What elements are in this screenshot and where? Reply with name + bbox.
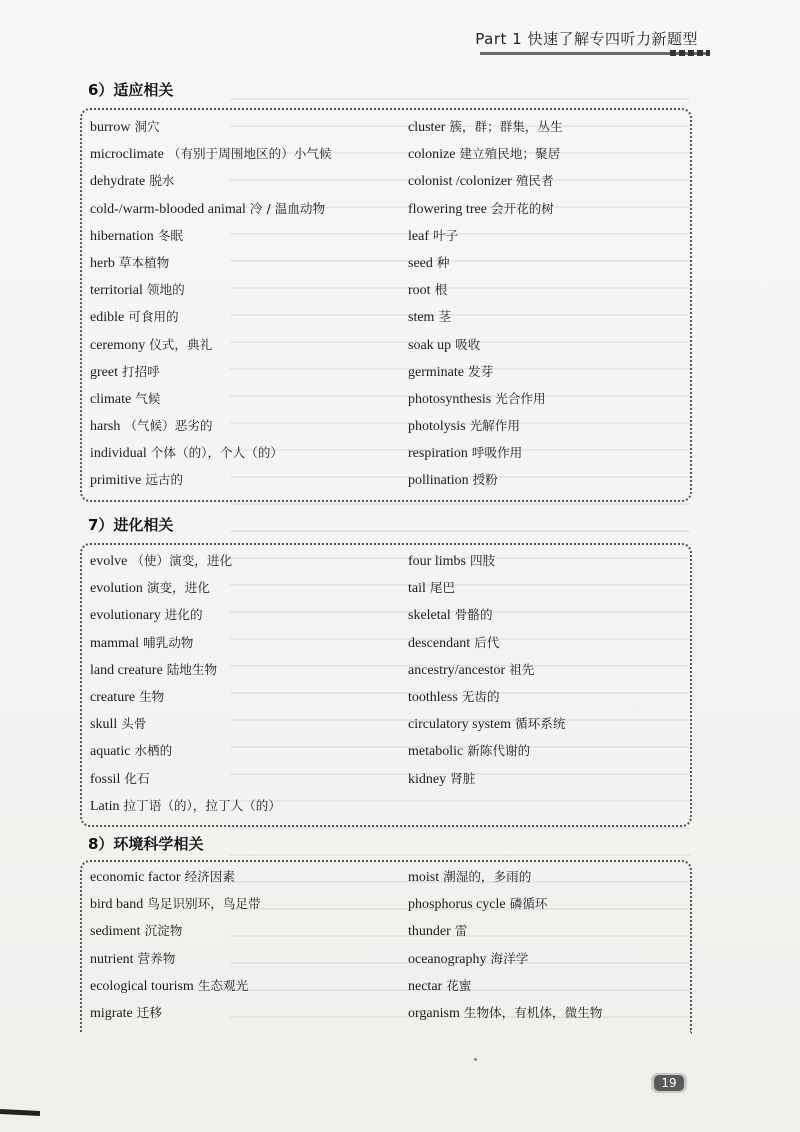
term-en: stem: [408, 310, 435, 326]
vocab-item: [90, 113, 395, 140]
term-en: germinate: [408, 364, 464, 380]
vocab-item: [408, 249, 688, 276]
term-en: herb: [90, 255, 115, 271]
term-en: skull: [90, 717, 118, 733]
vocab-item: [408, 167, 688, 194]
term-en: nectar: [408, 978, 443, 994]
term-zh: （有别于周围地区的）小气候: [167, 146, 332, 162]
term-zh: 拉丁语（的），拉丁人（的）: [123, 797, 281, 813]
term-zh: 呼吸作用: [471, 445, 523, 461]
term-en: respiration: [408, 446, 468, 462]
vocab-item: [90, 140, 395, 167]
term-zh: 叶子: [432, 227, 459, 243]
term-en: circulatory system: [408, 717, 512, 733]
term-zh: 草本植物: [118, 254, 170, 270]
vocab-item: [90, 574, 395, 601]
term-en: mammal: [90, 635, 139, 651]
term-zh: 化石: [124, 770, 150, 786]
term-zh: 冷 / 温血动物: [249, 200, 326, 216]
term-en: microclimate: [90, 147, 164, 163]
term-zh: 头骨: [121, 716, 147, 732]
term-zh: 四肢: [469, 553, 496, 568]
vocab-item: [408, 439, 688, 466]
term-zh: （使）演变，进化: [131, 553, 233, 568]
vocab-item: [408, 113, 688, 140]
term-zh: 发芽: [467, 363, 494, 379]
term-en: hibernation: [90, 228, 154, 244]
term-zh: 气候: [135, 390, 161, 406]
vocab-item: [90, 683, 395, 710]
term-en: toothless: [408, 689, 458, 705]
term-en: primitive: [90, 473, 142, 489]
term-en: evolution: [90, 581, 143, 597]
term-zh: 花蜜: [446, 977, 472, 993]
vocab-item: [90, 737, 395, 764]
vocab-item: [90, 547, 395, 574]
term-en: colonize: [408, 147, 456, 163]
term-zh: 肾脏: [450, 770, 476, 786]
vocab-column-right: [408, 547, 688, 792]
term-en: metabolic: [408, 744, 464, 760]
term-zh: 鸟足识别环，鸟足带: [147, 896, 261, 912]
term-zh: 磷循环: [509, 896, 548, 912]
scan-speck: [474, 1058, 477, 1061]
vocab-item: [90, 412, 395, 439]
term-en: migrate: [90, 1005, 133, 1021]
section-heading-evolution: 7）进化相关: [88, 516, 174, 534]
term-en: bird band: [90, 897, 144, 913]
vocab-item: [408, 737, 688, 764]
term-en: evolutionary: [90, 608, 161, 624]
term-en: photosynthesis: [408, 391, 492, 407]
vocab-item: [90, 601, 395, 628]
vocab-item: [408, 358, 688, 385]
term-en: organism: [408, 1005, 460, 1021]
term-zh: 脱水: [149, 173, 175, 189]
term-en: kidney: [408, 771, 447, 787]
section-heading-adaptation: 6）适应相关: [88, 81, 174, 99]
term-en: climate: [90, 391, 132, 407]
vocab-item: [408, 331, 688, 358]
vocab-item: [408, 890, 688, 917]
term-en: flowering tree: [408, 201, 487, 217]
term-en: ecological tourism: [90, 978, 194, 994]
term-zh: 演变，进化: [146, 580, 210, 596]
term-zh: 光合作用: [495, 390, 546, 406]
term-zh: 冬眠: [157, 227, 183, 243]
vocab-item: [90, 917, 395, 944]
vocab-item: [90, 890, 395, 917]
term-en: seed: [408, 255, 433, 271]
vocab-box-evolution: [80, 543, 692, 827]
term-zh: 吸收: [455, 336, 481, 352]
term-zh: 领地的: [146, 282, 185, 298]
vocab-item: [90, 276, 395, 303]
vocab-item: [90, 303, 395, 330]
vocab-item: [90, 358, 395, 385]
vocab-item: [90, 945, 395, 972]
term-zh: 进化的: [164, 607, 203, 623]
term-zh: 生态观光: [197, 977, 249, 993]
vocab-column-left: [90, 547, 395, 819]
term-en: phosphorus cycle: [408, 897, 506, 913]
section-heading-environmental-science: 8）环境科学相关: [88, 835, 204, 853]
page-number: 19: [654, 1075, 684, 1091]
vocab-item: [408, 547, 688, 574]
vocab-item: [90, 629, 395, 656]
vocab-item: [408, 385, 688, 412]
term-zh: 无齿的: [461, 688, 500, 704]
vocab-item: [90, 439, 395, 466]
term-en: moist: [408, 870, 440, 885]
vocab-box-adaptation: [80, 108, 692, 502]
term-zh: 授粉: [472, 472, 498, 488]
term-zh: 陆地生物: [166, 661, 218, 677]
vocab-item: [408, 917, 688, 944]
term-en: nutrient: [90, 951, 134, 967]
term-zh: 后代: [474, 634, 500, 650]
term-zh: 会开花的树: [490, 200, 554, 216]
term-zh: 海洋学: [490, 950, 529, 966]
vocab-item: [90, 331, 395, 358]
vocab-item: [408, 710, 688, 737]
header-rule-accent: [670, 50, 710, 56]
term-en: burrow: [90, 120, 131, 135]
term-en: oceanography: [408, 951, 487, 967]
term-zh: 沉淀物: [144, 923, 183, 939]
vocab-item: [408, 683, 688, 710]
vocab-item: [408, 999, 688, 1026]
term-en: colonist /colonizer: [408, 174, 512, 190]
term-en: individual: [90, 446, 147, 462]
term-en: Latin: [90, 798, 120, 814]
vocab-item: [90, 863, 395, 890]
vocab-column-right: [408, 113, 688, 494]
vocab-item: [408, 303, 688, 330]
vocab-item: [90, 195, 395, 222]
term-zh: 殖民者: [515, 173, 554, 189]
vocab-item: [90, 167, 395, 194]
term-zh: 祖先: [509, 661, 535, 677]
running-header: [470, 26, 710, 56]
term-en: creature: [90, 689, 136, 705]
scan-edge-mark: [0, 1109, 40, 1116]
vocab-item: [90, 972, 395, 999]
vocab-item: [90, 249, 395, 276]
term-zh: 营养物: [137, 950, 176, 966]
term-en: fossil: [90, 771, 121, 787]
vocab-item: [408, 601, 688, 628]
term-zh: 骨骼的: [454, 607, 493, 623]
term-en: territorial: [90, 283, 143, 299]
vocab-item: [408, 945, 688, 972]
term-en: root: [408, 283, 431, 299]
term-zh: 种: [436, 254, 450, 270]
term-zh: 建立殖民地；聚居: [459, 146, 561, 162]
term-zh: 生物: [139, 688, 165, 704]
vocab-item: [408, 222, 688, 249]
term-zh: 新陈代谢的: [467, 743, 531, 759]
vocab-item: [408, 140, 688, 167]
vocab-item: [90, 792, 395, 819]
vocab-item: [408, 412, 688, 439]
term-zh: （气候）恶劣的: [124, 418, 213, 434]
vocab-box-environmental-science: [80, 860, 692, 1034]
vocab-item: [408, 574, 688, 601]
term-en: thunder: [408, 924, 451, 940]
term-en: ceremony: [90, 337, 146, 353]
term-zh: 尾巴: [429, 580, 456, 596]
term-zh: 循环系统: [515, 716, 566, 732]
term-zh: 可食用的: [128, 309, 179, 325]
term-zh: 潮湿的，多雨的: [443, 869, 532, 884]
term-en: skeletal: [408, 608, 451, 624]
term-en: harsh: [90, 419, 121, 435]
term-zh: 仪式，典礼: [149, 336, 213, 352]
term-en: land creature: [90, 662, 163, 678]
term-en: dehydrate: [90, 174, 146, 190]
term-zh: 生物体，有机体，微生物: [463, 1004, 603, 1020]
term-en: leaf: [408, 228, 429, 244]
term-en: sediment: [90, 924, 141, 940]
vocab-item: [408, 863, 688, 890]
term-zh: 茎: [438, 309, 452, 325]
term-en: aquatic: [90, 744, 131, 760]
vocab-item: [90, 385, 395, 412]
term-en: descendant: [408, 635, 471, 651]
term-zh: 个体（的），个人（的）: [150, 445, 284, 461]
term-zh: 光解作用: [469, 418, 520, 434]
term-en: cold-/warm-blooded animal: [90, 201, 246, 217]
vocab-column-right: [408, 863, 688, 1026]
vocab-item: [408, 972, 688, 999]
vocab-item: [90, 710, 395, 737]
header-title: Part 1 快速了解专四听力新题型: [475, 30, 698, 48]
term-zh: 远古的: [145, 472, 184, 488]
vocab-column-left: [90, 113, 395, 494]
vocab-item: [408, 195, 688, 222]
term-zh: 迁移: [136, 1004, 162, 1020]
term-en: edible: [90, 310, 125, 326]
term-zh: 水栖的: [134, 743, 173, 759]
term-zh: 经济因素: [184, 869, 235, 884]
vocab-item: [408, 765, 688, 792]
vocab-item: [408, 656, 688, 683]
term-en: ancestry/ancestor: [408, 662, 506, 678]
term-zh: 雷: [454, 923, 468, 939]
vocab-item: [408, 629, 688, 656]
term-zh: 簇，群；群集，丛生: [449, 119, 563, 134]
term-en: evolve: [90, 554, 128, 569]
term-en: pollination: [408, 473, 469, 489]
vocab-item: [90, 222, 395, 249]
term-en: four limbs: [408, 554, 466, 569]
term-en: greet: [90, 364, 118, 380]
term-en: photolysis: [408, 419, 466, 435]
term-zh: 根: [434, 282, 448, 298]
vocab-item: [90, 999, 395, 1026]
term-en: economic factor: [90, 870, 181, 885]
term-zh: 洞穴: [134, 119, 160, 134]
vocab-item: [408, 276, 688, 303]
term-en: soak up: [408, 337, 452, 353]
term-zh: 哺乳动物: [143, 634, 194, 650]
vocab-item: [90, 656, 395, 683]
vocab-item: [90, 466, 395, 493]
vocab-item: [408, 466, 688, 493]
vocab-item: [90, 765, 395, 792]
term-en: tail: [408, 581, 426, 597]
term-zh: 打招呼: [121, 363, 160, 379]
vocab-column-left: [90, 863, 395, 1026]
term-en: cluster: [408, 120, 446, 135]
